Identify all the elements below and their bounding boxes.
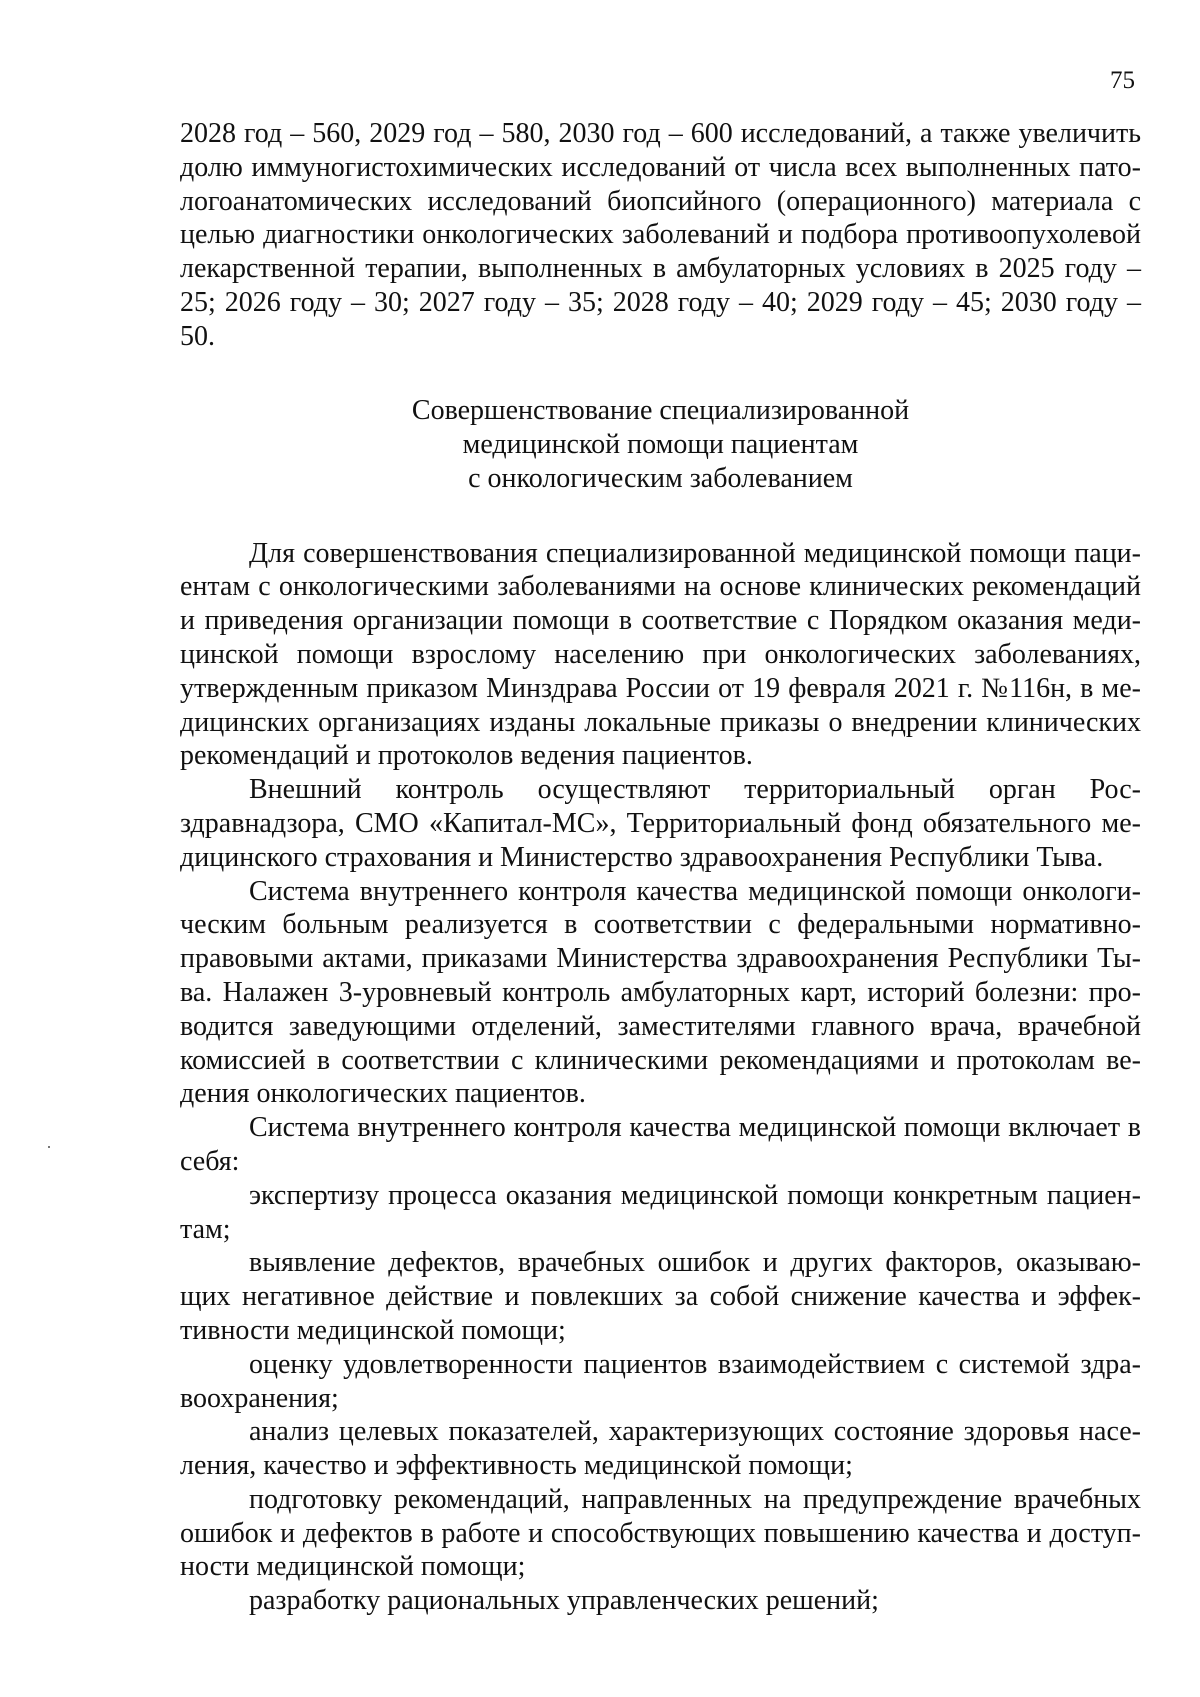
body-paragraph: Для совершенствования специализированной медицинской помощи пациентам с онкологическими заболеваниями на основе клинических рекомендаций и приведения организации помощи в соответствие с Порядком оказания медицинской помощи взрослому населению при онкологических заболеваниях, утвержденным приказом Минздрава России от 19 февраля 2021 г. №116н, в медицинских организациях изданы локальные приказы о внедрении клинических рекомендаций и протоколов ведения пациентов. [180, 537, 1141, 772]
section-heading-line: Совершенствование специализированной [411, 394, 910, 426]
list-item: разработку рациональных управленческих решений; [249, 1585, 879, 1617]
list-item: подготовку рекомендаций, направленных на предупреждение врачебных ошибок и дефектов в работе и способствующих повышению качества и доступности медицинской помощи; [180, 1483, 1141, 1583]
list-item: анализ целевых показателей, характеризующих состояние здоровья населения, качество и эффективность медицинской помощи; [180, 1416, 1141, 1482]
section-heading [180, 394, 1141, 496]
body-paragraph: Внешний контроль осуществляют территориальный орган Росздравнадзора, СМО «Капитал-МС», Территориальный фонд обязательного медицинского страхования и Министерство здравоохранения Республики Тыва. [180, 774, 1141, 873]
list-item: оценку удовлетворенности пациентов взаимодействием с системой здравоохранения; [180, 1348, 1141, 1414]
list-item: выявление дефектов, врачебных ошибок и других факторов, оказывающих негативное действие и повлекших за собой снижение качества и эффективности медицинской помощи; [180, 1247, 1141, 1346]
body-paragraph: Система внутреннего контроля качества медицинской помощи онкологическим больным реализуется в соответствии с федеральными нормативно-правовыми актами, приказами Министерства здравоохранения Республики Тыва. Налажен 3-уровневый контроль амбулаторных карт, историй болезни: проводится заведующими отделений, заместителями главного врача, врачебной комиссией в соответствии с клиническими рекомендациями и протоколам ведения онкологических пациентов. [180, 875, 1141, 1110]
list-item: экспертизу процесса оказания медицинской помощи конкретным пациентам; [180, 1179, 1141, 1245]
intro-paragraph: 2028 год – 560, 2029 год – 580, 2030 год – 600 исследований, а также увеличить долю иммуногистохимических исследований от числа всех выполненных патологоанатомических исследований биопсийного (операционного) материала с целью диагностики онкологических заболеваний и подбора противоопухолевой лекарственной терапии, выполненных в амбулаторных условиях в 2025 году – 25; 2026 году – 30; 2027 году – 35; 2028 году – 40; 2029 году – 45; 2030 году – 50. [180, 118, 1141, 352]
body-paragraph: Система внутреннего контроля качества медицинской помощи включает в себя: [180, 1112, 1141, 1177]
scan-speck [48, 1146, 50, 1148]
page-body [180, 117, 1141, 1618]
page-number: 75 [1110, 67, 1135, 94]
section-heading-line: медицинской помощи пациентам [462, 428, 859, 460]
section-heading-line: с онкологическим заболеванием [468, 462, 853, 494]
